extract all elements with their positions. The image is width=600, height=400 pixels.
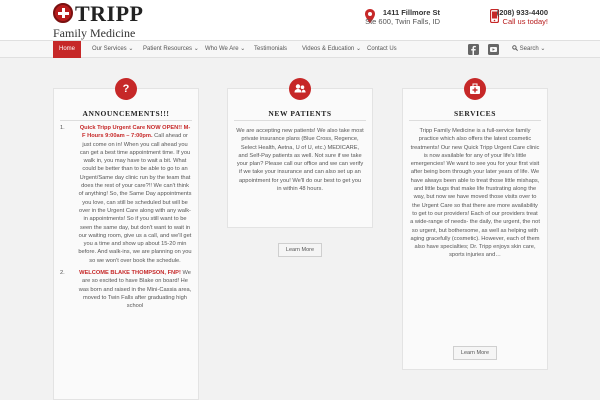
nav-videos-education-label: Videos & Education: [302, 46, 355, 52]
nav-our-services[interactable]: [92, 41, 133, 58]
announcement-heading: WELCOME BLAKE THOMPSON, FNP!: [79, 270, 181, 277]
services-divider: [409, 120, 541, 121]
chevron-down-icon: ⌄: [355, 46, 361, 52]
chevron-down-icon: ⌄: [193, 46, 199, 52]
people-icon: [289, 78, 311, 100]
new-patients-title: NEW PATIENTS: [268, 109, 332, 118]
main-nav: [0, 40, 600, 58]
nav-patient-resources[interactable]: [143, 41, 199, 58]
services-title: SERVICES: [453, 109, 497, 118]
nav-patient-resources-label: Patient Resources: [143, 46, 193, 52]
tripp-logo[interactable]: [53, 3, 163, 39]
announcement-heading: Quick Tripp Urgent Care NOW OPEN!! M-F Hours 9:00am – 7:00pm.: [79, 125, 191, 140]
nav-home-label: Home: [58, 46, 75, 52]
facebook-icon[interactable]: [468, 44, 479, 55]
phone-number[interactable]: (208) 933-4400: [496, 8, 548, 17]
nav-who-we-are-label: Who We Are: [205, 46, 239, 52]
nav-who-we-are[interactable]: [205, 41, 245, 58]
list-number: 1.: [60, 125, 65, 131]
list-number: 2.: [60, 270, 65, 277]
nav-contact-us-label: Contact Us: [367, 46, 397, 52]
nav-our-services-label: Our Services: [92, 46, 127, 52]
medical-cross-icon: [53, 3, 73, 23]
announcements-divider: [60, 120, 192, 121]
logo-name: TRIPP: [75, 1, 144, 26]
chevron-down-icon: ⌄: [128, 46, 134, 52]
announcements-list: [60, 124, 192, 311]
new-patients-learn-more-button[interactable]: Learn More: [278, 243, 322, 257]
logo-subtitle: Family Medicine: [53, 26, 136, 40]
announcement-body: Call ahead or just come on in! When you call ahead you can get a best time appointment time. If you walk in, you may have to wait a bit. What could be better than to be able to go to an Urgent/Same day clinic run by the team that does the rest of your care?!! We can't think of anything! So, the Same Day appointments you love, can still be scheduled but will be over in the Urgent Care along with any walk-in appointments! So if you still want to be seen the same day, but don't want to wait in our waiting room, give us a call, and we'll get you a time and show up about 15-20 min before. And walk-ins, we are planning on you so we won't over book the schedule.: [78, 133, 192, 264]
chevron-down-icon: ⌄: [540, 46, 546, 52]
address-block: [360, 8, 440, 26]
nav-testimonials[interactable]: [254, 41, 287, 58]
nav-home[interactable]: [53, 41, 81, 58]
list-item: [60, 269, 192, 310]
search-icon: [512, 45, 518, 51]
chevron-down-icon: ⌄: [240, 46, 246, 52]
nav-testimonials-label: Testimonials: [254, 46, 288, 52]
services-learn-more-button[interactable]: Learn More: [453, 346, 497, 360]
nav-videos-education[interactable]: [302, 41, 361, 58]
people-icon-glyph: [289, 78, 311, 100]
nav-search-label: Search: [519, 46, 539, 52]
medkit-icon: [464, 78, 486, 100]
medkit-icon-glyph: [464, 78, 486, 100]
announcements-title: ANNOUNCEMENTS!!!: [82, 109, 170, 118]
new-patients-text: We are accepting new patients! We also take most private insurance plans (Blue Cross, Regence, Select Health, Aetna, U of U, etc.) MEDICARE, and Self-Pay patients as well. Not sure if we take your plan? Please call our office and we can verify if we take your insurance and can also set up an appointment for you! We'll do our best to get you in within 48 hours.: [236, 128, 364, 193]
question-icon: ?: [115, 78, 137, 100]
phone-cta: Call us today!: [502, 17, 548, 26]
nav-contact-us[interactable]: [367, 41, 397, 58]
address-line1: 1411 Fillmore St: [382, 8, 440, 17]
youtube-icon[interactable]: [488, 44, 499, 55]
announcement-body: We are so excited to have Blake on board! He was born and raised in the Mini-Cassia area, moved to Twin Falls after graduating high school: [78, 270, 192, 310]
address-line2: Ste 600, Twin Falls, ID: [365, 17, 440, 26]
phone-block[interactable]: [490, 8, 548, 26]
new-patients-divider: [234, 120, 366, 121]
site-header: [0, 0, 600, 40]
nav-search[interactable]: [512, 41, 545, 58]
services-text: Tripp Family Medicine is a full-service family practice which also offers the latest cosmetic treatments! Our new Quick Tripp Urgent Care clinic is now available for any of your life's little emergencies! We want to see you for your first visit after being born through your later years of life. We have always been able to treat those little mishaps, and little bugs that make life frustrating along the way, but now we have moved those visits over to the Urgent Care so that there are more availability to get to our providers! Each of our providers treat a wide-range of needs- the daily, the urgent, the not so urgent, but bothersome, as well as helping with aging gracefully (cosmetic). However, each of them also have specialties; Dr. Tripp enjoys skin care, sports injuries and…: [410, 128, 540, 259]
list-item: [60, 124, 192, 265]
